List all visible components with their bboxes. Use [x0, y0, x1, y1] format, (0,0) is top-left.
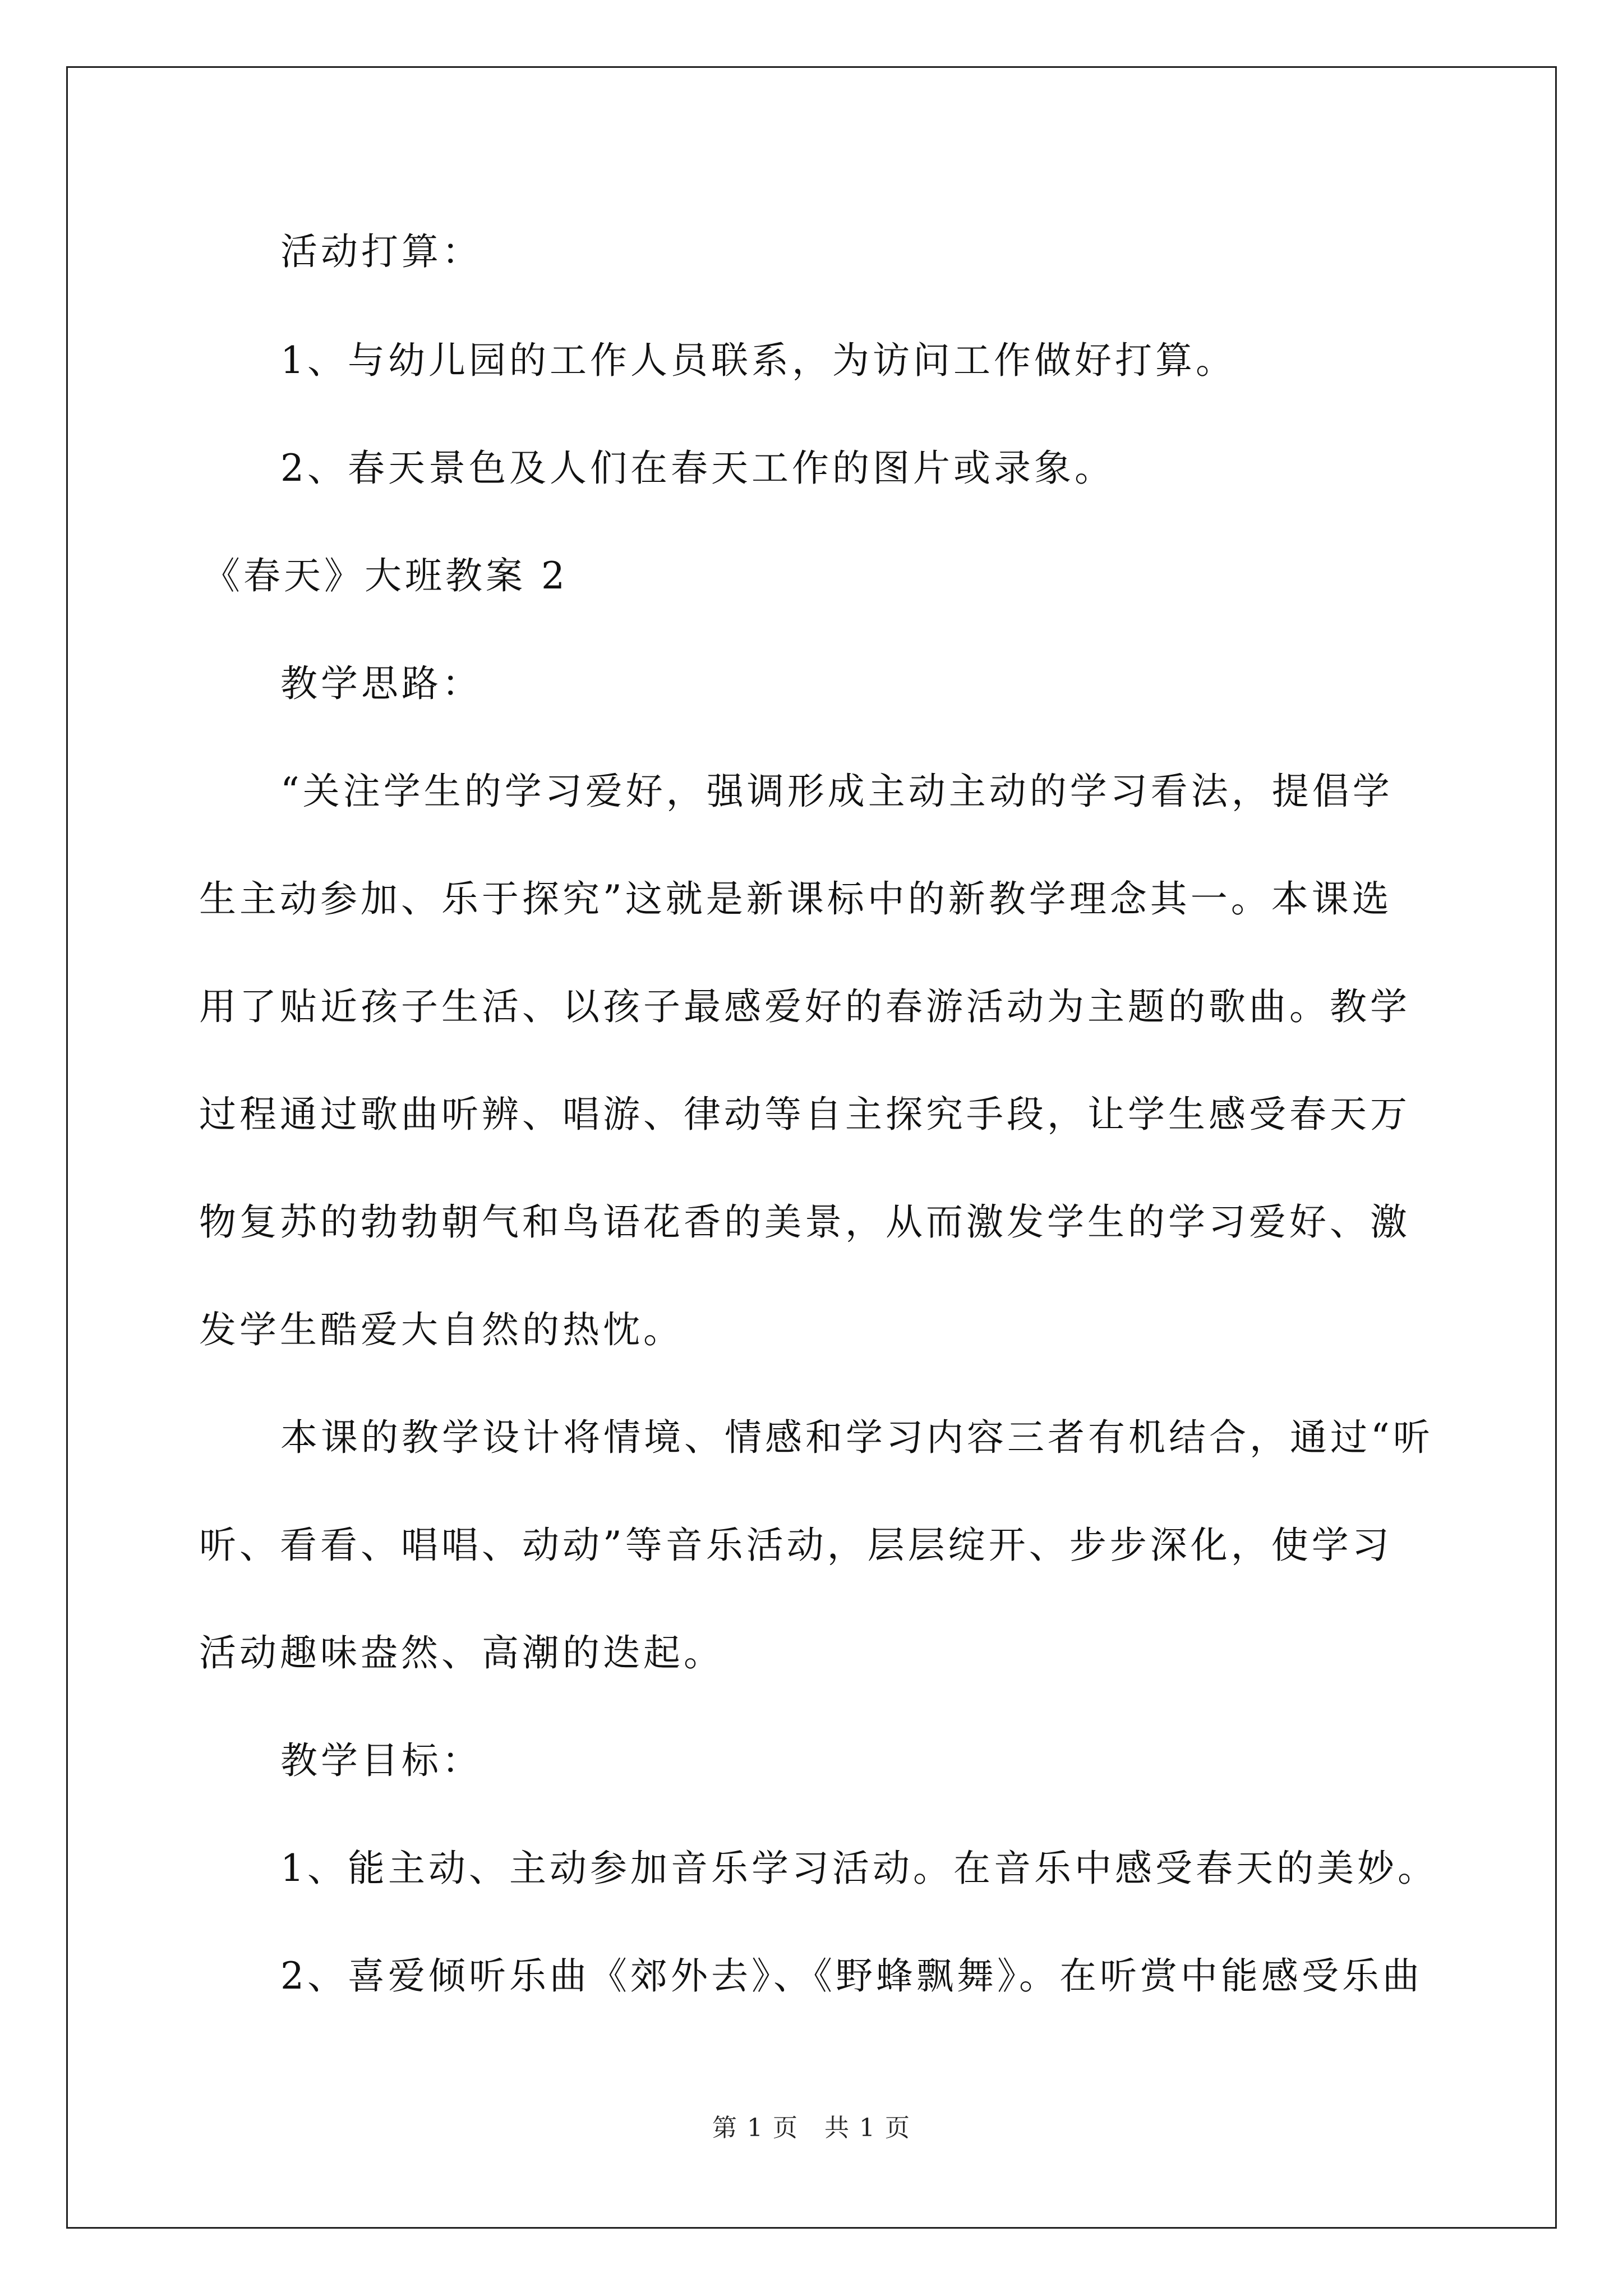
paragraph-line: 听、看看、唱唱、动动”等音乐活动，层层绽开、步步深化，使学习 [199, 1524, 1393, 1567]
paragraph-line: 用了贴近孩子生活、以孩子最感爱好的春游活动为主题的歌曲。教学 [199, 985, 1410, 1028]
teaching-approach-heading: 教学思路： [280, 662, 482, 705]
activity-prep-heading: 活动打算： [280, 230, 482, 273]
paragraph-line: 本课的教学设计将情境、情感和学习内容三者有机结合，通过“听 [280, 1416, 1433, 1459]
paragraph-line: 活动趣味盎然、高潮的迭起。 [199, 1631, 724, 1674]
prep-item-2: 2、春天景色及人们在春天工作的图片或录象。 [280, 447, 1115, 490]
paragraph-line: 过程通过歌曲听辨、唱游、律动等自主探究手段，让学生感受春天万 [199, 1093, 1410, 1136]
paragraph-line: 物复苏的勃勃朝气和鸟语花香的美景，从而激发学生的学习爱好、激 [199, 1200, 1410, 1244]
teaching-goals-heading: 教学目标： [280, 1739, 482, 1782]
page-footer: 第 1 页 共 1 页 [712, 2114, 911, 2142]
paragraph-line: 生主动参加、乐于探究”这就是新课标中的新教学理念其一。本课选 [199, 877, 1393, 921]
page-border [66, 66, 1557, 2229]
paragraph-line: “关注学生的学习爱好，强调形成主动主动的学习看法，提倡学 [280, 770, 1393, 813]
paragraph-line: 发学生酷爱大自然的热忱。 [199, 1308, 684, 1351]
section-title: 《春天》大班教案 2 [203, 554, 568, 597]
goal-item-1: 1、能主动、主动参加音乐学习活动。在音乐中感受春天的美妙。 [280, 1847, 1438, 1890]
prep-item-1: 1、与幼儿园的工作人员联系，为访问工作做好打算。 [280, 339, 1236, 382]
goal-item-2: 2、喜爱倾听乐曲《郊外去》、《野蜂飘舞》。在听赏中能感受乐曲 [280, 1954, 1423, 1998]
